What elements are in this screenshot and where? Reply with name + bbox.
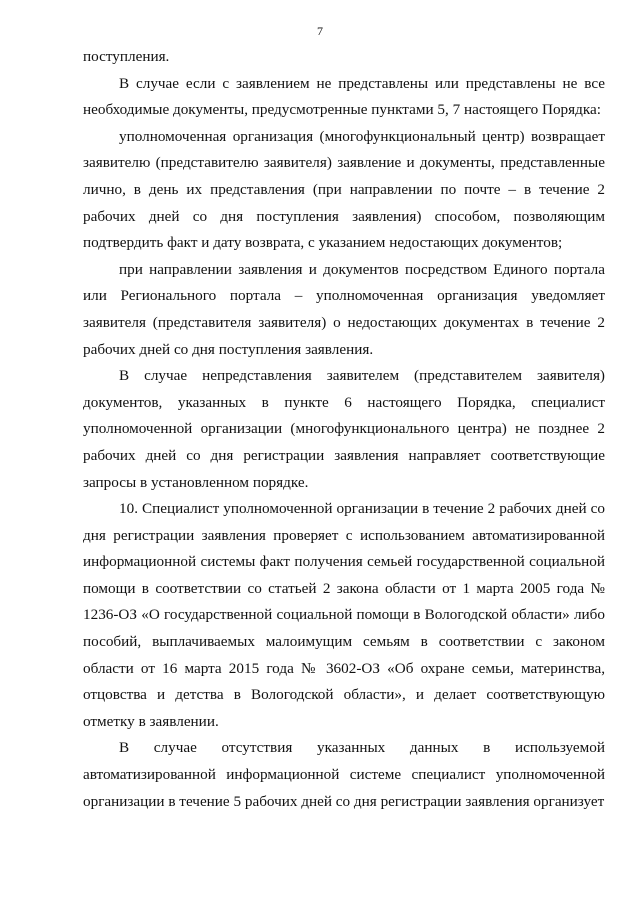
paragraph-return-documents: уполномоченная организация (многофункциональный центр) возвращает заявителю (представителю заявителя) заявление и документы, представленные лично, в день их представления (при направлении по почте – в течение 2 рабочих дней со дня поступления заявления) способом, позволяющим подтвердить факт и дату возврата, с указанием недостающих документов; xyxy=(83,127,605,252)
paragraph-item-10: 10. Специалист уполномоченной организации в течение 2 рабочих дней со дня регистрации заявления проверяет с использованием автоматизированной информационной системы факт получения семьей государственной социальной помощи в соответствии со статьей 2 закона области от 1 марта 2005 года № 1236-ОЗ «О государственной социальной помощи в Вологодской области» либо пособий, выплачиваемых малоимущим семьям в соответствии с законом области от 16 марта 2015 года № 3602-ОЗ «Об охране семьи, материнства, отцовства и детства в Вологодской области», и делает соответствующую отметку в заявлении. xyxy=(83,500,605,730)
paragraph-missing-documents-intro: В случае если с заявлением не представлены или представлены не все необходимые документы, предусмотренные пунктами 5, 7 настоящего Порядка: xyxy=(83,74,605,119)
paragraph-continuation: поступления. xyxy=(83,48,170,65)
document-body xyxy=(83,44,605,815)
paragraph-absence-of-data: В случае отсутствия указанных данных в используемой автоматизированной информационной системе специалист уполномоченной организации в течение 5 рабочих дней со дня регистрации заявления организует xyxy=(83,739,605,810)
paragraph-portal-notification: при направлении заявления и документов посредством Единого портала или Регионального портала – уполномоченная организация уведомляет заявителя (представителя заявителя) о недостающих документах в течение 2 рабочих дней со дня поступления заявления. xyxy=(83,260,605,358)
paragraph-requests: В случае непредставления заявителем (представителем заявителя) документов, указанных в пункте 6 настоящего Порядка, специалист уполномоченной организации (многофункционального центра) не позднее 2 рабочих дней со дня регистрации заявления направляет соответствующие запросы в установленном порядке. xyxy=(83,367,605,491)
page-number: 7 xyxy=(317,24,323,38)
